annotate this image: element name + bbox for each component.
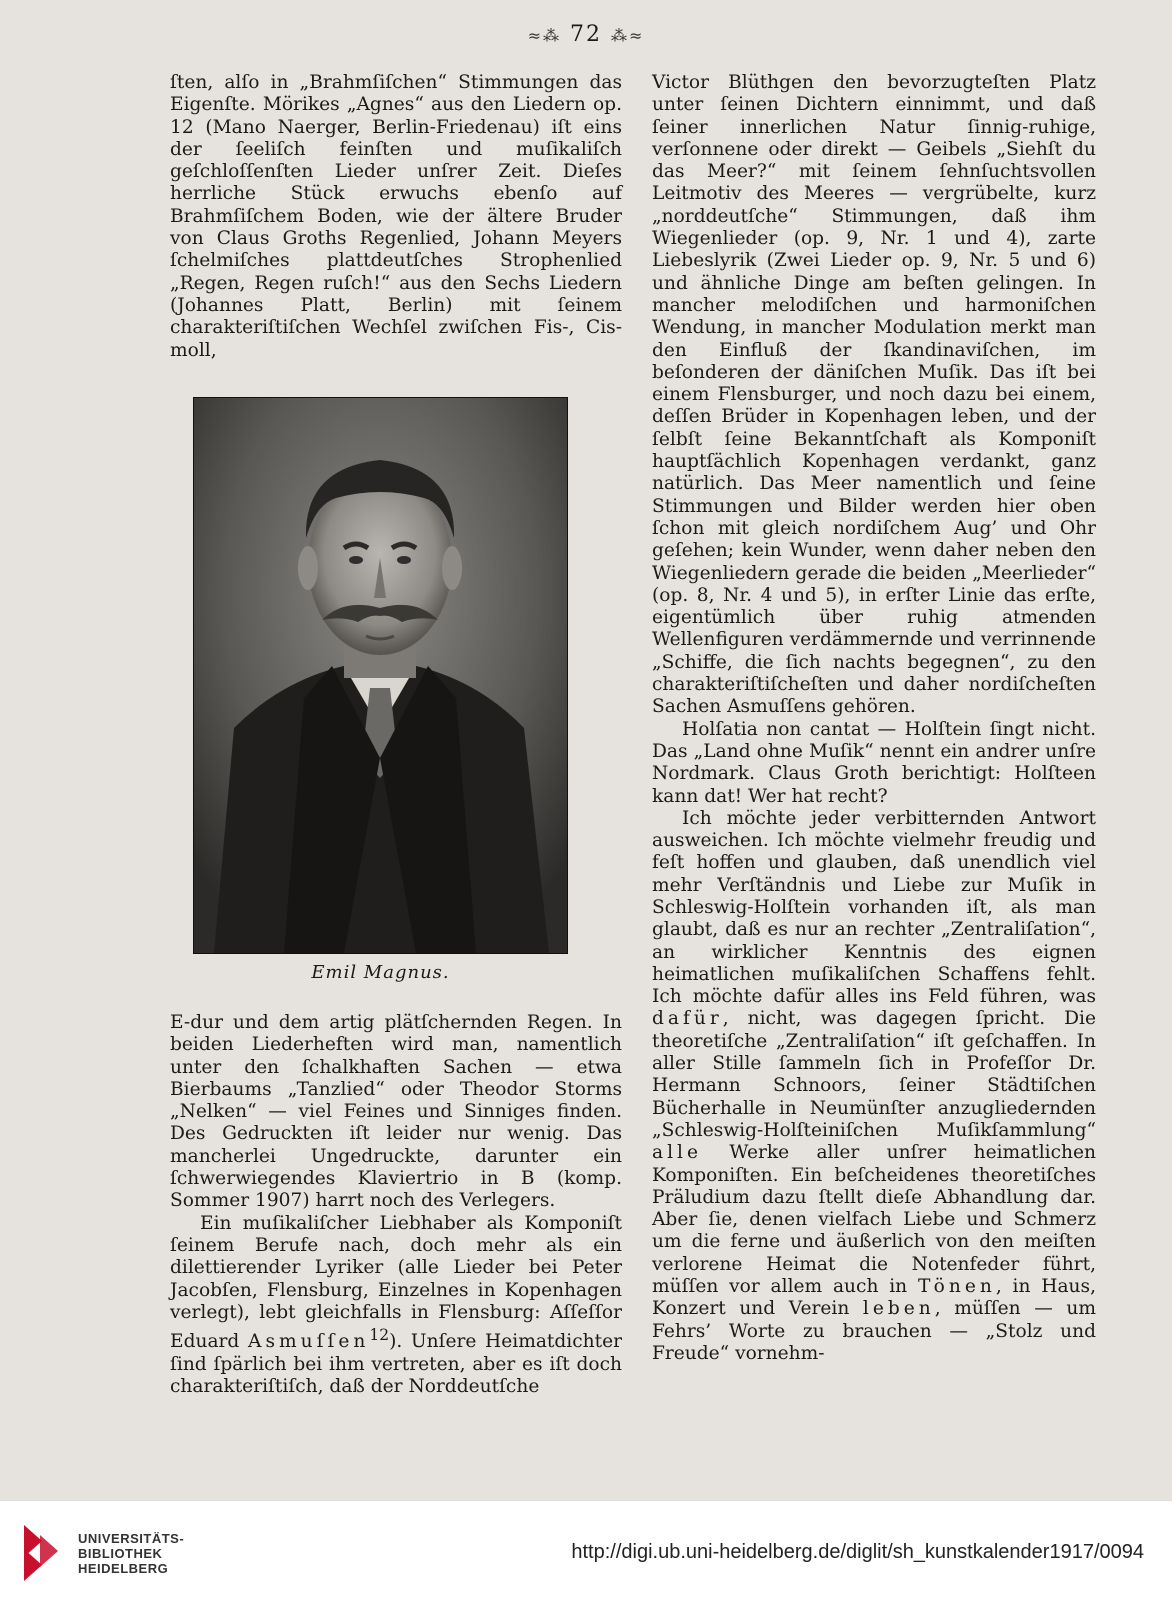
text-run: alles ins Feld führen, was [835, 986, 1096, 1008]
permalink-url[interactable]: http://digi.ub.uni-heidelberg.de/diglit/sh_kunstkalender1917/0094 [571, 1541, 1144, 1563]
portrait-illustration [194, 398, 567, 953]
text-run: ). Unſere Heimatdichter ſind ſpärlich bei ihm vertreten, aber es iſt doch charakteriſtiſch, daß der Norddeutſche [170, 1331, 622, 1397]
paragraph: Holſatia non cantat — Holſtein ſingt nicht. Das „Land ohne Muſik“ nennt ein andrer unſre Nordmark. Claus Groth berichtigt: Holſteen kann dat! Wer hat recht? [652, 718, 1096, 807]
spaced-name: Asmuſſen [248, 1331, 370, 1353]
ornament-right-icon: ⁂≈ [611, 26, 645, 45]
portrait-caption: Emil Magnus. [311, 962, 450, 983]
spaced-word: Tönen [917, 1276, 996, 1298]
page-number-header [0, 22, 1172, 47]
left-column-bottom [170, 1012, 622, 1398]
left-column-top [170, 72, 622, 362]
text-run: Ich möchte jeder verbitternden Antwort ausweichen. Ich möchte vielmehr freudig und feſt hoffen und glauben, daß unendlich viel mehr Verſtändnis und Liebe zur Muſik in Schleswig-Holſtein vorhanden iſt, als man glaubt, daß es nur an rechter „Zentraliſation“, an wirklicher Kenntnis des eignen heimatlichen muſikaliſchen Schaffens fehlt. Ich möchte [652, 807, 1096, 1008]
spaced-word: leben [862, 1298, 935, 1320]
text-run: Werke aller unſrer heimatlichen Komponiſten. Ein beſcheidenes theoretiſches Präludium dazu ſtellt dieſe Abhandlung dar. Aber ſie, denen vielfach Liebe und Schmerz um die ferne und äußerlich von den meiſten verlorene Heimat die Notenfeder führt, müſſen vor allem auch in [652, 1142, 1096, 1298]
library-name-line: UNIVERSITÄTS- [78, 1531, 185, 1546]
page-number: 72 [570, 22, 602, 47]
footnote-marker: 12 [369, 1326, 390, 1345]
right-column [652, 72, 1096, 1365]
paragraph: ſten, alſo in „Brahmſiſchen“ Stimmungen das Eigenſte. Mörikes „Agnes“ aus den Liedern op. 12 (Mano Naerger, Berlin-Friedenau) iſt eins der ſeeliſch feinſten und muſikaliſch geſchloſſenſten Lieder unſrer Zeit. Dieſes herrliche Stück erwuchs ebenſo auf Brahmſiſchem Boden, wie der ältere Bruder von Claus Groths Regenlied, Johann Meyers ſchelmiſches plattdeutſches Strophenlied „Regen, Regen ruſch!“ aus den Sechs Liedern (Johannes Platt, Berlin) mit ſeinem charakteriſtiſchen Wechſel zwiſchen Fis-, Cis-moll, [170, 72, 622, 361]
library-name-line: HEIDELBERG [78, 1561, 169, 1576]
paragraph [652, 808, 1096, 1365]
text-run: dafür [773, 986, 825, 1008]
library-name [78, 1531, 184, 1576]
library-logo-icon [18, 1521, 66, 1585]
library-name-line: BIBLIOTHEK [78, 1546, 163, 1561]
text-run: , nicht, was dagegen ſpricht. Die theoretiſche „Zentraliſation“ iſt geſchaffen. In aller Stille ſammeln ſich in Profeſſor Dr. Hermann Schnoors, ſeiner Städtiſchen Bücherhalle in Neumünſter anzugliedernden „Schleswig-Holſteiniſchen Muſikſammlung“ [652, 1008, 1096, 1141]
spaced-word: dafür [652, 1008, 723, 1030]
paragraph [170, 1213, 622, 1399]
spaced-word: alle [652, 1142, 702, 1164]
ornament-left-icon: ≈⁂ [527, 26, 561, 45]
text-run: , müſſen — um Fehrs’ Worte zu brauchen — „Stolz und Freude“ vornehm- [652, 1298, 1096, 1364]
portrait-photo [194, 398, 567, 953]
library-footer [0, 1500, 1172, 1607]
paragraph: E-dur und dem artig plätſchernden Regen. In beiden Liederheften wird man, namentlich unter den ſchalkhaften Sachen — etwa Bierbaums „Tanzlied“ oder Theodor Storms „Nelken“ — viel Feines und Sinniges finden. Des Gedruckten iſt leider nur wenig. Das mancherlei Ungedruckte, darunter ein ſchwerwiegendes Klaviertrio in B (komp. Sommer 1907) harrt noch des Verlegers. [170, 1012, 622, 1212]
text-run: Ein muſikaliſcher Liebhaber als Komponiſt ſeinem Berufe nach, doch mehr als ein dilettierender Lyriker (alle Lieder bei Peter Jacobſen, Flensburg, Einzelnes in Kopenhagen verlegt), lebt gleichfalls in Flensburg: Aſſeſſor Eduard [170, 1212, 622, 1353]
text-run: , in Haus, Konzert und Verein [652, 1276, 1096, 1320]
paragraph: Victor Blüthgen den bevorzugteſten Platz unter ſeinen Dichtern einnimmt, und daß ſeiner innerlichen Natur ſinnig-ruhige, verſonnene oder direkt — Geibels „Siehſt du das Meer?“ mit ſeinem ſehnſuchtsvollen Leitmotiv des Meeres — vergrübelte, kurz „norddeutſche“ Stimmungen, daß ihm Wiegenlieder (op. 9, Nr. 1 und 4), zarte Liebeslyrik (Zwei Lieder op. 9, Nr. 5 und 6) und ähnliche Dinge am beſten gelingen. In mancher melodiſchen und harmoniſchen Wendung, in mancher Modulation merkt man den Einfluß der ſkandinaviſchen, im beſonderen der däniſchen Muſik. Das iſt bei einem Flensburger, und noch dazu bei einem, deſſen Brüder in Kopenhagen leben, und der ſelbſt ſeine Bekanntſchaft als Komponiſt hauptſächlich Kopenhagen verdankt, ganz natürlich. Das Meer namentlich und ſeine Stimmungen und Bilder werden hier oben ſchon mit gleich nordiſchem Aug’ und Ohr geſehen; kein Wunder, wenn daher neben den Wiegenliedern gerade die beiden „Meerlieder“ (op. 8, Nr. 4 und 5), in erſter Linie das erſte, eigentümlich über ruhig atmenden Wellenfiguren verdämmernde und verrinnende „Schiffe, die ſich nachts begegnen“, zu den charakteriſtiſcheſten und daher nordiſcheſten Sachen Asmuſſens gehören. [652, 72, 1096, 718]
